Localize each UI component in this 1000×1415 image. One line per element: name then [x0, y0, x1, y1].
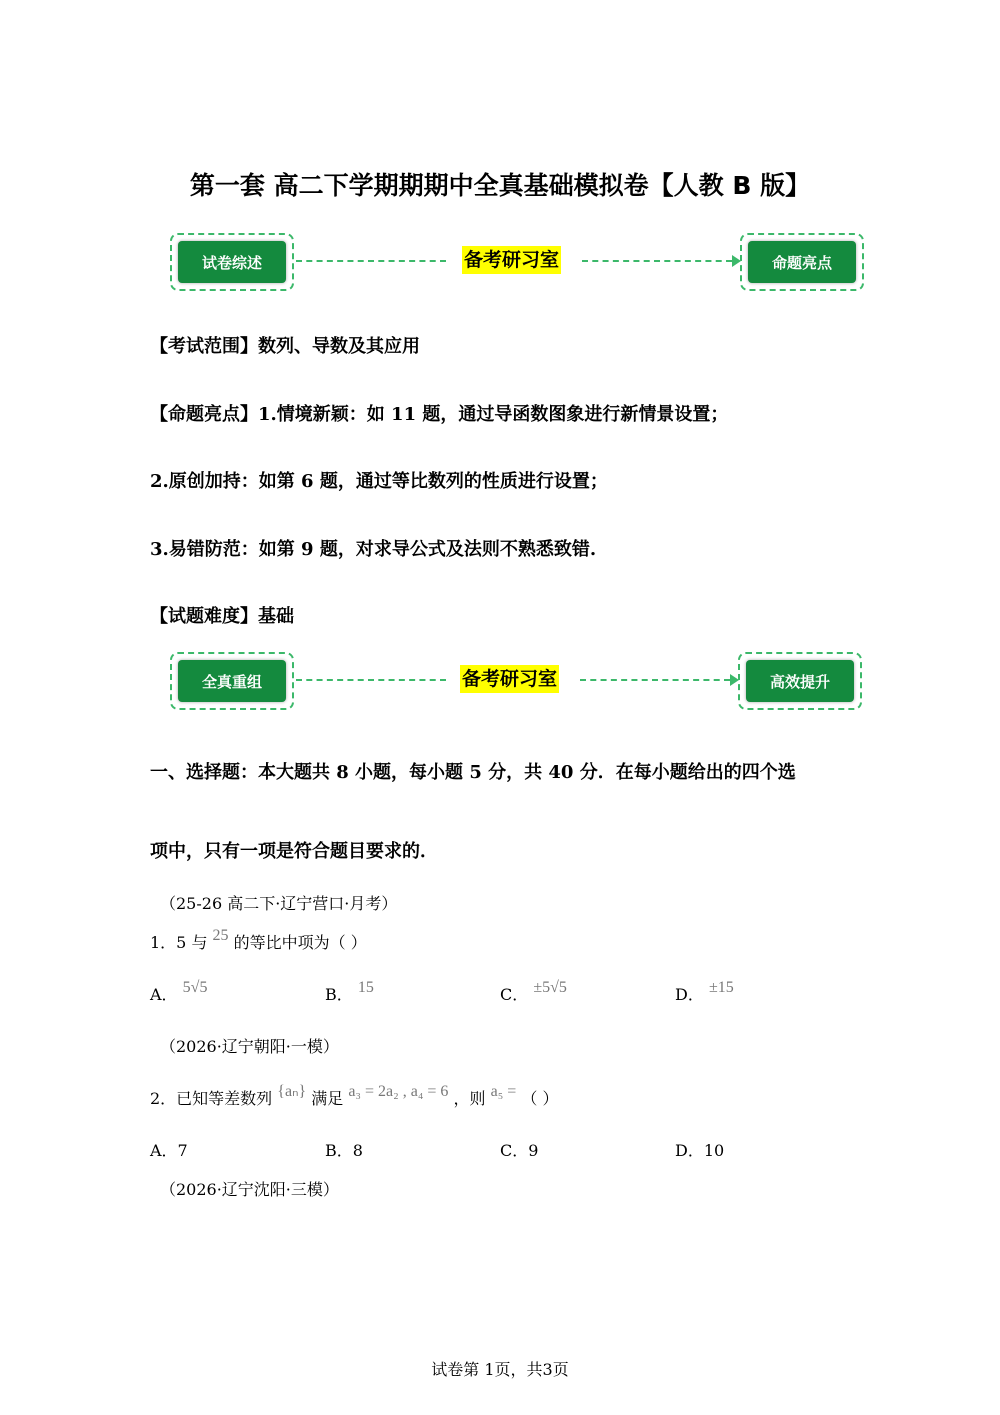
highlight-line-3: 3.易错防范：如第 9 题，对求导公式及法则不熟悉致错. [150, 539, 597, 560]
q2-target: a₅ = [490, 1083, 517, 1100]
q2-condition: a₃ = 2a₂ , a₄ = 6 [348, 1083, 449, 1100]
q1-stem-suffix: 的等比中项为（ ） [233, 933, 367, 952]
q2-option-c: C．9 [500, 1141, 539, 1160]
dashed-connector [296, 260, 446, 262]
banner-center-label: 备考研习室 [460, 665, 559, 693]
q1-option-d-label: D． [675, 985, 704, 1004]
q2-option-b: B．8 [325, 1141, 363, 1160]
q3-source: （2026·辽宁沈阳·三模） [160, 1180, 339, 1199]
q2-option-d: D．10 [675, 1141, 725, 1160]
banner-left-box [170, 652, 294, 710]
q2-seq: {aₙ} [277, 1083, 307, 1100]
page-footer: 试卷第 1页，共3页 [431, 1360, 569, 1379]
q1-option-c-label: C． [500, 985, 529, 1004]
dashed-connector [582, 260, 732, 262]
banner-review [170, 233, 862, 291]
q2-stem [150, 1083, 559, 1109]
q1-option-c-value: ±5√5 [533, 979, 567, 996]
banner-left-label: 全真重组 [178, 660, 286, 702]
page-title: 第一套 高二下学期期期中全真基础模拟卷【人教 B 版】 [189, 171, 811, 200]
difficulty: 【试题难度】基础 [150, 606, 294, 627]
q2-stem-mid: 满足 [311, 1089, 344, 1108]
q1-option-d-value: ±15 [708, 979, 734, 996]
q2-stem-prefix: 2．已知等差数列 [150, 1089, 273, 1108]
dashed-connector [580, 679, 730, 681]
q1-option-b-value: 15 [357, 979, 374, 996]
banner-reorg [170, 652, 862, 710]
q1-stem [150, 927, 367, 953]
banner-left-label: 试卷综述 [178, 241, 286, 283]
banner-right-label: 高效提升 [746, 660, 854, 702]
section-heading-line-1: 一、选择题：本大题共 8 小题，每小题 5 分，共 40 分．在每小题给出的四个选 [150, 762, 796, 783]
banner-right-box [738, 652, 862, 710]
q1-stem-prefix: 1．5 与 [150, 933, 208, 952]
section-heading-line-2: 项中，只有一项是符合题目要求的． [150, 841, 438, 862]
q1-option-d [675, 979, 734, 1005]
q1-option-a [150, 979, 208, 1005]
q1-math: 25 [212, 927, 229, 944]
exam-scope: 【考试范围】数列、导数及其应用 [150, 336, 420, 357]
q2-stem-suffix: （ ） [521, 1089, 559, 1108]
banner-right-label: 命题亮点 [748, 241, 856, 283]
q2-stem-then: ，则 [453, 1089, 486, 1108]
highlight-line-2: 2.原创加持：如第 6 题，通过等比数列的性质进行设置； [150, 471, 608, 492]
q1-option-a-value: 5√5 [182, 979, 208, 996]
q1-option-c [500, 979, 567, 1005]
highlight-line-1: 【命题亮点】1.情境新颖：如 11 题，通过导函数图象进行新情景设置； [150, 404, 729, 425]
banner-right-box [740, 233, 864, 291]
q2-option-a: A．7 [150, 1141, 188, 1160]
banner-left-box [170, 233, 294, 291]
dashed-connector [296, 679, 446, 681]
q1-option-b-label: B． [325, 985, 353, 1004]
q1-option-a-label: A． [150, 985, 178, 1004]
q1-source: （25-26 高二下·辽宁营口·月考） [160, 894, 398, 913]
q1-option-b [325, 979, 374, 1005]
q2-source: （2026·辽宁朝阳·一模） [160, 1037, 339, 1056]
banner-center-label: 备考研习室 [462, 246, 561, 274]
